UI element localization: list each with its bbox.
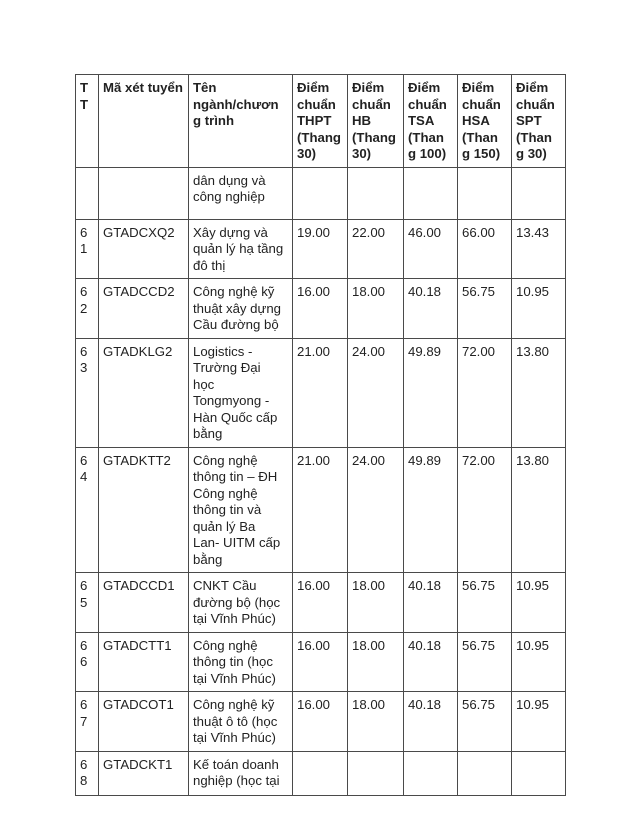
- cell-line: Điểm: [297, 80, 330, 95]
- admission-code-cell: GTADKTT2: [99, 447, 189, 573]
- header-spt: [512, 75, 566, 168]
- cell-line: g trình: [193, 113, 235, 128]
- cell-line: Công nghệ kỹ: [193, 284, 275, 299]
- cell-line: chuẩn: [408, 96, 447, 112]
- program-name-cell: [189, 338, 293, 447]
- header-hb: [348, 75, 404, 168]
- cell-line: bằng: [193, 426, 223, 441]
- program-name-cell: [189, 573, 293, 633]
- cell-line: bằng: [193, 551, 223, 567]
- score-hsa-cell: 56.75: [458, 279, 512, 339]
- row-number-cell: 64: [76, 447, 99, 573]
- cell-line: thông tin và: [193, 502, 262, 517]
- row-number-cell: 61: [76, 219, 99, 279]
- score-spt-cell: [512, 167, 566, 219]
- cell-line: g 100): [408, 146, 447, 161]
- cell-line: HB: [352, 113, 372, 128]
- cell-line: tại Vĩnh Phúc): [193, 670, 276, 686]
- cell-line: Điểm: [462, 80, 495, 95]
- table-row: [76, 279, 566, 339]
- cell-line: Hàn Quốc cấp: [193, 409, 278, 425]
- score-thpt-cell: 21.00: [293, 338, 348, 447]
- score-hsa-cell: 66.00: [458, 219, 512, 279]
- admission-score-table: [75, 74, 566, 796]
- cell-line: TSA: [408, 113, 435, 128]
- cell-line: chuẩn: [462, 96, 501, 112]
- cell-line: Điểm: [352, 80, 385, 95]
- cell-line: chuẩn: [352, 96, 391, 112]
- score-thpt-cell: 21.00: [293, 447, 348, 573]
- score-spt-cell: 10.95: [512, 279, 566, 339]
- row-number-cell: 62: [76, 279, 99, 339]
- score-thpt-cell: [293, 167, 348, 219]
- header-code: [99, 75, 189, 168]
- score-hsa-cell: [458, 167, 512, 219]
- cell-line: chuẩn: [297, 96, 336, 112]
- table-header-row: [76, 75, 566, 168]
- cell-line: nghiệp (học tại: [193, 773, 280, 788]
- score-thpt-cell: 19.00: [293, 219, 348, 279]
- score-thpt-cell: [293, 751, 348, 795]
- score-tsa-cell: 49.89: [404, 447, 458, 573]
- table-row: [76, 692, 566, 752]
- score-hb-cell: 18.00: [348, 692, 404, 752]
- score-hb-cell: [348, 167, 404, 219]
- score-spt-cell: 10.95: [512, 692, 566, 752]
- cell-line: T: [80, 96, 89, 112]
- row-number-cell: 63: [76, 338, 99, 447]
- row-number-cell: 65: [76, 573, 99, 633]
- admission-code-cell: GTADKLG2: [99, 338, 189, 447]
- cell-line: (Thang: [297, 129, 341, 145]
- score-tsa-cell: [404, 751, 458, 795]
- cell-line: quản lý Ba: [193, 518, 256, 534]
- cell-line: Công nghệ: [193, 485, 258, 501]
- score-spt-cell: [512, 751, 566, 795]
- score-tsa-cell: 40.18: [404, 632, 458, 692]
- table-row: [76, 338, 566, 447]
- cell-line: chuẩn: [516, 96, 555, 112]
- score-tsa-cell: 49.89: [404, 338, 458, 447]
- cell-line: học: [193, 376, 215, 392]
- cell-line: SPT: [516, 113, 542, 128]
- score-hb-cell: 18.00: [348, 279, 404, 339]
- cell-line: g 30): [516, 146, 547, 161]
- cell-line: dân dụng và: [193, 172, 266, 188]
- table-row: [76, 447, 566, 573]
- row-number-cell: 68: [76, 751, 99, 795]
- table-row: [76, 167, 566, 219]
- cell-line: Mã xét tuyển: [103, 80, 183, 95]
- score-hb-cell: 22.00: [348, 219, 404, 279]
- score-hsa-cell: 72.00: [458, 447, 512, 573]
- cell-line: Công nghệ: [193, 637, 258, 653]
- cell-line: đường bộ (học: [193, 594, 281, 610]
- cell-line: Tongmyong -: [193, 393, 270, 408]
- cell-line: tại Vĩnh Phúc): [193, 611, 276, 626]
- score-hb-cell: 24.00: [348, 447, 404, 573]
- score-spt-cell: 10.95: [512, 573, 566, 633]
- cell-line: CNKT Cầu: [193, 578, 257, 593]
- score-hb-cell: 18.00: [348, 632, 404, 692]
- cell-line: 30): [352, 146, 372, 161]
- program-name-cell: [189, 279, 293, 339]
- table-row: [76, 573, 566, 633]
- table-row: [76, 632, 566, 692]
- table-row: [76, 751, 566, 795]
- cell-line: Tên: [193, 80, 217, 95]
- program-name-cell: [189, 219, 293, 279]
- program-name-cell: [189, 447, 293, 573]
- score-hb-cell: 18.00: [348, 573, 404, 633]
- score-spt-cell: 13.80: [512, 338, 566, 447]
- score-hsa-cell: 56.75: [458, 632, 512, 692]
- cell-line: Kế toán doanh: [193, 756, 279, 772]
- score-hsa-cell: 56.75: [458, 692, 512, 752]
- score-tsa-cell: 40.18: [404, 692, 458, 752]
- header-program-name: [189, 75, 293, 168]
- cell-line: Điểm: [408, 80, 441, 95]
- header-tsa: [404, 75, 458, 168]
- cell-line: quản lý hạ tầng: [193, 241, 284, 256]
- score-hb-cell: 24.00: [348, 338, 404, 447]
- cell-line: (Than: [516, 129, 552, 145]
- header-hsa: [458, 75, 512, 168]
- admission-code-cell: GTADCKT1: [99, 751, 189, 795]
- header-tt: [76, 75, 99, 168]
- cell-line: Điểm: [516, 80, 549, 95]
- cell-line: (Thang: [352, 129, 396, 145]
- score-tsa-cell: [404, 167, 458, 219]
- admission-code-cell: GTADCOT1: [99, 692, 189, 752]
- program-name-cell: [189, 751, 293, 795]
- program-name-cell: [189, 632, 293, 692]
- cell-line: 30): [297, 146, 317, 161]
- program-name-cell: [189, 167, 293, 219]
- cell-line: g 150): [462, 146, 501, 161]
- row-number-cell: [76, 167, 99, 219]
- score-spt-cell: 13.80: [512, 447, 566, 573]
- cell-line: thuật xây dựng: [193, 300, 282, 316]
- header-thpt: [293, 75, 348, 168]
- cell-line: thông tin – ĐH: [193, 469, 278, 484]
- cell-line: Trường Đại: [193, 360, 261, 375]
- score-tsa-cell: 46.00: [404, 219, 458, 279]
- cell-line: T: [80, 80, 89, 95]
- cell-line: Cầu đường bộ: [193, 317, 279, 332]
- score-hsa-cell: 72.00: [458, 338, 512, 447]
- score-hsa-cell: 56.75: [458, 573, 512, 633]
- score-hsa-cell: [458, 751, 512, 795]
- score-spt-cell: 13.43: [512, 219, 566, 279]
- score-hb-cell: [348, 751, 404, 795]
- cell-line: Công nghệ kỹ: [193, 697, 275, 712]
- cell-line: tại Vĩnh Phúc): [193, 730, 276, 745]
- score-thpt-cell: 16.00: [293, 692, 348, 752]
- admission-code-cell: GTADCCD1: [99, 573, 189, 633]
- cell-line: HSA: [462, 113, 490, 128]
- score-tsa-cell: 40.18: [404, 279, 458, 339]
- cell-line: THPT: [297, 113, 332, 128]
- score-thpt-cell: 16.00: [293, 573, 348, 633]
- admission-code-cell: GTADCCD2: [99, 279, 189, 339]
- table-row: [76, 219, 566, 279]
- admission-code-cell: GTADCXQ2: [99, 219, 189, 279]
- cell-line: thông tin (học: [193, 654, 273, 669]
- cell-line: Logistics -: [193, 343, 253, 359]
- score-spt-cell: 10.95: [512, 632, 566, 692]
- cell-line: đô thị: [193, 257, 226, 273]
- cell-line: công nghiệp: [193, 189, 265, 204]
- cell-line: Xây dựng và: [193, 224, 268, 240]
- score-thpt-cell: 16.00: [293, 279, 348, 339]
- score-thpt-cell: 16.00: [293, 632, 348, 692]
- program-name-cell: [189, 692, 293, 752]
- cell-line: Lan- UITM cấp: [193, 535, 281, 550]
- cell-line: (Than: [408, 129, 444, 145]
- admission-code-cell: [99, 167, 189, 219]
- cell-line: (Than: [462, 129, 498, 145]
- row-number-cell: 66: [76, 632, 99, 692]
- admission-code-cell: GTADCTT1: [99, 632, 189, 692]
- cell-line: Công nghệ: [193, 452, 258, 468]
- cell-line: thuật ô tô (học: [193, 713, 278, 729]
- row-number-cell: 67: [76, 692, 99, 752]
- cell-line: ngành/chươn: [193, 96, 279, 112]
- score-tsa-cell: 40.18: [404, 573, 458, 633]
